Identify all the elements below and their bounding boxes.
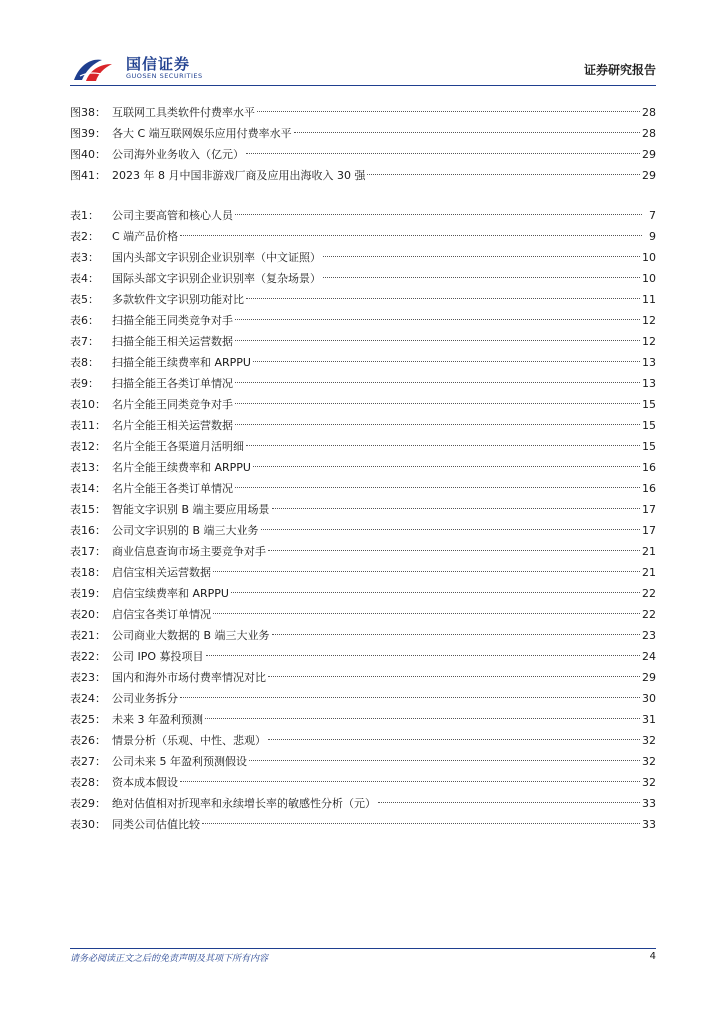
toc-leader-dots <box>294 132 640 133</box>
toc-entry-title: 2023 年 8 月中国非游戏厂商及应用出海收入 30 强 <box>112 169 366 182</box>
toc-leader-dots <box>202 823 640 824</box>
toc-entry-label: 表6： <box>70 314 99 327</box>
toc-entry-label: 表11： <box>70 419 106 432</box>
toc-entry-label: 表19： <box>70 587 106 600</box>
table-of-contents <box>70 102 656 835</box>
toc-entry-page: 17 <box>642 524 656 537</box>
section-gap <box>70 186 656 205</box>
toc-entry-title: 名片全能王各渠道月活明细 <box>112 440 244 453</box>
toc-entry-label: 表27： <box>70 755 106 768</box>
toc-leader-dots <box>180 781 640 782</box>
toc-entry-table[interactable] <box>70 541 656 562</box>
guosen-logo-icon <box>72 54 114 84</box>
toc-entry-table[interactable] <box>70 478 656 499</box>
toc-entry-table[interactable] <box>70 709 656 730</box>
toc-entry-page: 15 <box>642 419 656 432</box>
toc-entry-page: 16 <box>642 461 656 474</box>
toc-entry-title: 各大 C 端互联网娱乐应用付费率水平 <box>112 127 292 140</box>
toc-entry-title: 启信宝相关运营数据 <box>112 566 211 579</box>
toc-leader-dots <box>268 676 640 677</box>
toc-entry-table[interactable] <box>70 247 656 268</box>
toc-entry-page: 28 <box>642 106 656 119</box>
toc-entry-page: 31 <box>642 713 656 726</box>
toc-entry-title: 扫描全能王同类竞争对手 <box>112 314 233 327</box>
toc-entry-page: 7 <box>649 209 656 222</box>
toc-entry-title: 扫描全能王续费率和 ARPPU <box>112 356 251 369</box>
toc-entry-page: 13 <box>642 356 656 369</box>
toc-entry-page: 13 <box>642 377 656 390</box>
toc-entry-title: 扫描全能王各类订单情况 <box>112 377 233 390</box>
toc-entry-label: 表24： <box>70 692 106 705</box>
toc-entry-title: 公司未来 5 年盈利预测假设 <box>112 755 247 768</box>
toc-entry-label: 图38： <box>70 106 106 119</box>
disclaimer-text: 请务必阅读正文之后的免责声明及其项下所有内容 <box>70 954 269 964</box>
toc-entry-table[interactable] <box>70 793 656 814</box>
toc-entry-page: 29 <box>642 169 656 182</box>
toc-entry-title: 多款软件文字识别功能对比 <box>112 293 244 306</box>
toc-entry-table[interactable] <box>70 562 656 583</box>
toc-entry-page: 9 <box>649 230 656 243</box>
toc-entry-figure[interactable] <box>70 165 656 186</box>
toc-entry-table[interactable] <box>70 226 656 247</box>
toc-entry-label: 表23： <box>70 671 106 684</box>
toc-entry-label: 表10： <box>70 398 106 411</box>
toc-entry-title: 启信宝各类订单情况 <box>112 608 211 621</box>
toc-leader-dots <box>261 529 640 530</box>
toc-leader-dots <box>235 424 640 425</box>
header-divider <box>70 85 656 86</box>
toc-entry-page: 16 <box>642 482 656 495</box>
toc-entry-title: C 端产品价格 <box>112 230 179 243</box>
toc-entry-table[interactable] <box>70 604 656 625</box>
toc-entry-label: 表30： <box>70 818 106 831</box>
toc-entry-table[interactable] <box>70 730 656 751</box>
toc-entry-table[interactable] <box>70 688 656 709</box>
toc-entry-label: 表28： <box>70 776 106 789</box>
toc-entry-figure[interactable] <box>70 102 656 123</box>
toc-entry-page: 24 <box>642 650 656 663</box>
toc-entry-table[interactable] <box>70 310 656 331</box>
toc-entry-label: 表2： <box>70 230 99 243</box>
toc-leader-dots <box>253 466 640 467</box>
toc-entry-title: 公司文字识别的 B 端三大业务 <box>112 524 259 537</box>
toc-entry-page: 15 <box>642 398 656 411</box>
toc-leader-dots <box>272 508 640 509</box>
toc-entry-label: 表5： <box>70 293 99 306</box>
toc-entry-page: 32 <box>642 755 656 768</box>
toc-leader-dots <box>180 235 642 236</box>
toc-leader-dots <box>231 592 640 593</box>
toc-entry-label: 图41： <box>70 169 106 182</box>
toc-leader-dots <box>213 571 640 572</box>
toc-entry-table[interactable] <box>70 520 656 541</box>
toc-leader-dots <box>235 487 640 488</box>
toc-leader-dots <box>378 802 640 803</box>
guosen-logo <box>70 50 210 86</box>
toc-entry-label: 表7： <box>70 335 99 348</box>
toc-entry-table[interactable] <box>70 394 656 415</box>
toc-entry-label: 表20： <box>70 608 106 621</box>
toc-entry-table[interactable] <box>70 331 656 352</box>
toc-entry-label: 表17： <box>70 545 106 558</box>
toc-entry-title: 名片全能王各类订单情况 <box>112 482 233 495</box>
toc-entry-page: 33 <box>642 818 656 831</box>
toc-entry-label: 表8： <box>70 356 99 369</box>
toc-leader-dots <box>249 760 640 761</box>
toc-entry-page: 29 <box>642 671 656 684</box>
toc-entry-table[interactable] <box>70 415 656 436</box>
toc-entry-label: 表1： <box>70 209 99 222</box>
toc-entry-title: 同类公司估值比较 <box>112 818 200 831</box>
toc-leader-dots <box>213 613 640 614</box>
toc-entry-page: 17 <box>642 503 656 516</box>
toc-leader-dots <box>205 718 640 719</box>
toc-leader-dots <box>235 382 640 383</box>
toc-entry-title: 商业信息查询市场主要竞争对手 <box>112 545 266 558</box>
toc-entry-page: 15 <box>642 440 656 453</box>
toc-entry-label: 表14： <box>70 482 106 495</box>
toc-entry-page: 23 <box>642 629 656 642</box>
toc-entry-label: 表21： <box>70 629 106 642</box>
toc-entry-table[interactable] <box>70 583 656 604</box>
toc-entry-table[interactable] <box>70 499 656 520</box>
toc-entry-label: 表16： <box>70 524 106 537</box>
toc-leader-dots <box>246 445 640 446</box>
toc-entry-title: 国际头部文字识别企业识别率（复杂场景） <box>112 272 321 285</box>
toc-leader-dots <box>206 655 640 656</box>
toc-leader-dots <box>180 697 640 698</box>
toc-entry-table[interactable] <box>70 436 656 457</box>
toc-entry-page: 29 <box>642 148 656 161</box>
toc-entry-table[interactable] <box>70 205 656 226</box>
toc-entry-page: 33 <box>642 797 656 810</box>
table-list <box>70 205 656 835</box>
toc-entry-figure[interactable] <box>70 144 656 165</box>
toc-entry-label: 表22： <box>70 650 106 663</box>
logo-chinese-name: 国信证券 <box>126 55 191 73</box>
toc-entry-title: 启信宝续费率和 ARPPU <box>112 587 229 600</box>
toc-entry-page: 12 <box>642 314 656 327</box>
toc-entry-page: 21 <box>642 566 656 579</box>
toc-entry-page: 28 <box>642 127 656 140</box>
toc-entry-page: 30 <box>642 692 656 705</box>
toc-entry-page: 22 <box>642 608 656 621</box>
toc-leader-dots <box>246 298 640 299</box>
toc-entry-title: 国内头部文字识别企业识别率（中文证照） <box>112 251 321 264</box>
toc-entry-page: 21 <box>642 545 656 558</box>
toc-entry-title: 名片全能王同类竞争对手 <box>112 398 233 411</box>
toc-leader-dots <box>235 340 640 341</box>
toc-entry-label: 表13： <box>70 461 106 474</box>
toc-entry-title: 名片全能王续费率和 ARPPU <box>112 461 251 474</box>
toc-entry-label: 表18： <box>70 566 106 579</box>
toc-entry-table[interactable] <box>70 268 656 289</box>
toc-entry-label: 表12： <box>70 440 106 453</box>
page-number: 4 <box>649 951 656 962</box>
toc-leader-dots <box>268 550 640 551</box>
toc-entry-label: 表9： <box>70 377 99 390</box>
toc-leader-dots <box>246 153 640 154</box>
toc-entry-figure[interactable] <box>70 123 656 144</box>
toc-entry-label: 表4： <box>70 272 99 285</box>
logo-english-name: GUOSEN SECURITIES <box>126 72 203 80</box>
toc-entry-table[interactable] <box>70 352 656 373</box>
toc-entry-title: 公司商业大数据的 B 端三大业务 <box>112 629 270 642</box>
toc-entry-label: 表15： <box>70 503 106 516</box>
toc-entry-table[interactable] <box>70 457 656 478</box>
toc-entry-title: 名片全能王相关运营数据 <box>112 419 233 432</box>
toc-entry-label: 表26： <box>70 734 106 747</box>
toc-entry-page: 22 <box>642 587 656 600</box>
toc-leader-dots <box>253 361 640 362</box>
toc-leader-dots <box>268 739 640 740</box>
figure-list <box>70 102 656 186</box>
toc-entry-title: 扫描全能王相关运营数据 <box>112 335 233 348</box>
toc-entry-table[interactable] <box>70 625 656 646</box>
footer-divider <box>70 948 656 949</box>
toc-entry-page: 10 <box>642 272 656 285</box>
toc-entry-label: 表29： <box>70 797 106 810</box>
toc-entry-page: 12 <box>642 335 656 348</box>
toc-entry-title: 智能文字识别 B 端主要应用场景 <box>112 503 270 516</box>
toc-entry-label: 图40： <box>70 148 106 161</box>
toc-leader-dots <box>235 319 640 320</box>
toc-entry-page: 11 <box>642 293 656 306</box>
toc-entry-title: 互联网工具类软件付费率水平 <box>112 106 255 119</box>
toc-leader-dots <box>235 214 642 215</box>
toc-entry-title: 公司海外业务收入（亿元） <box>112 148 244 161</box>
toc-entry-table[interactable] <box>70 772 656 793</box>
toc-entry-title: 资本成本假设 <box>112 776 178 789</box>
toc-entry-label: 表3： <box>70 251 99 264</box>
toc-entry-table[interactable] <box>70 289 656 310</box>
toc-entry-title: 公司 IPO 募投项目 <box>112 650 204 663</box>
toc-leader-dots <box>323 256 640 257</box>
toc-entry-title: 情景分析（乐观、中性、悲观） <box>112 734 266 747</box>
report-type: 证券研究报告 <box>583 63 656 77</box>
toc-entry-label: 图39： <box>70 127 106 140</box>
toc-entry-title: 绝对估值相对折现率和永续增长率的敏感性分析（元） <box>112 797 376 810</box>
toc-entry-label: 表25： <box>70 713 106 726</box>
toc-entry-table[interactable] <box>70 373 656 394</box>
toc-entry-title: 国内和海外市场付费率情况对比 <box>112 671 266 684</box>
toc-entry-title: 未来 3 年盈利预测 <box>112 713 203 726</box>
toc-entry-table[interactable] <box>70 814 656 835</box>
toc-entry-table[interactable] <box>70 751 656 772</box>
toc-leader-dots <box>323 277 640 278</box>
toc-entry-table[interactable] <box>70 667 656 688</box>
toc-entry-title: 公司业务拆分 <box>112 692 178 705</box>
toc-entry-page: 10 <box>642 251 656 264</box>
toc-entry-page: 32 <box>642 776 656 789</box>
toc-leader-dots <box>257 111 640 112</box>
page-header <box>70 50 656 88</box>
toc-entry-title: 公司主要高管和核心人员 <box>112 209 233 222</box>
toc-entry-table[interactable] <box>70 646 656 667</box>
toc-entry-page: 32 <box>642 734 656 747</box>
toc-leader-dots <box>272 634 640 635</box>
toc-leader-dots <box>235 403 640 404</box>
toc-leader-dots <box>367 174 640 175</box>
